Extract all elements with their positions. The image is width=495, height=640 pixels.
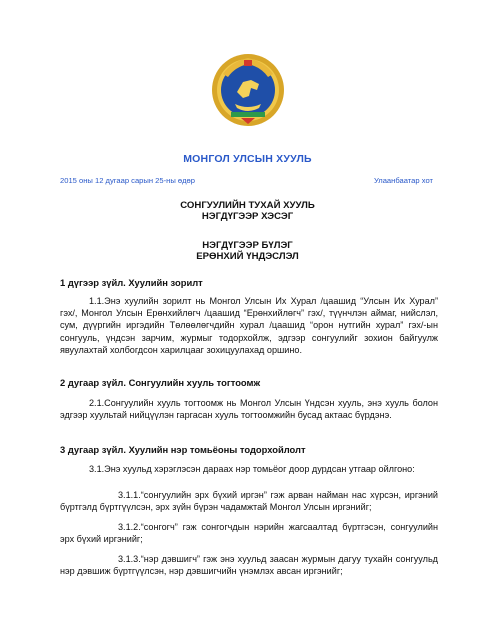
state-emblem-icon — [211, 52, 285, 128]
article-3-item-2: 3.1.2.“сонгогч” гэж сонгогчдын нэрийн жагсаалтад бүртгэсэн, сонгуулийн эрх бүхий иргэнийг; — [60, 522, 438, 545]
law-type-heading: МОНГОЛ УЛСЫН ХУУЛЬ — [183, 153, 312, 165]
article-3-item-3: 3.1.3.“нэр дэвшигч” гэж энэ хуульд заасан журмын дагуу тухайн сонгуульд нэр дэвшиж бүртгүүлсэн, нэр дэвшигчийн үнэмлэх авсан иргэнийг; — [60, 554, 438, 577]
adoption-city: Улаанбаатар хот — [373, 176, 433, 185]
article-2-heading: 2 дугаар зүйл. Сонгуулийн хууль тогтоомж — [60, 377, 261, 388]
law-title-line-2: НЭГДҮГЭЭР ХЭСЭГ — [201, 211, 294, 222]
article-2-paragraph-1: 2.1.Сонгуулийн хууль тогтоомж нь Монгол Улсын Үндсэн хууль, энэ хууль болон эдгээр хуультай нийцүүлэн гаргасан хууль тогтоомжийн бусад актаас бүрдэнэ. — [60, 398, 438, 421]
law-title — [0, 200, 495, 222]
chapter-title-line-2: ЕРӨНХИЙ ҮНДЭСЛЭЛ — [196, 251, 299, 262]
law-title-line-1: СОНГУУЛИЙН ТУХАЙ ХУУЛЬ — [180, 200, 315, 211]
article-1-heading: 1 дүгээр зүйл. Хуулийн зорилт — [60, 277, 203, 288]
chapter-title-line-1: НЭГДҮГЭЭР БҮЛЭГ — [202, 240, 293, 251]
article-3-item-1: 3.1.1.“сонгуулийн эрх бүхий иргэн” гэж арван найман нас хүрсэн, иргэний бүртгэлд бүртгүүлсэн, эрх зүйн бүрэн чадамжтай Монгол Улсын иргэнийг; — [60, 490, 438, 513]
chapter-title — [0, 240, 495, 262]
adoption-date: 2015 оны 12 дугаар сарын 25-ны өдөр — [60, 176, 195, 185]
article-1-paragraph-1: 1.1.Энэ хуулийн зорилт нь Монгол Улсын Их Хурал /цаашид “Улсын Их Хурал” гэх/, Монгол Улсын Ерөнхийлөгч /цаашид “Ерөнхийлөгч” гэх/, түүнчлэн аймаг, нийслэл, сум, дүүргийн иргэдийн Төлөөлөгчдийн хурал /цаашид “орон нутгийн хурал” гэх/-ын сонгууль, үндсэн зарчим, журмыг тодорхойлж, эдгээр сонгуулийг зохион байгуулж явуулахтай холбогдсон харилцааг зохицуулахад оршино. — [60, 296, 438, 355]
article-3-heading: 3 дугаар зүйл. Хуулийн нэр томьёоны тодорхойлолт — [60, 444, 306, 455]
article-3-paragraph-1: 3.1.Энэ хуульд хэрэглэсэн дараах нэр томьёог доор дурдсан утгаар ойлгоно: — [89, 464, 415, 474]
